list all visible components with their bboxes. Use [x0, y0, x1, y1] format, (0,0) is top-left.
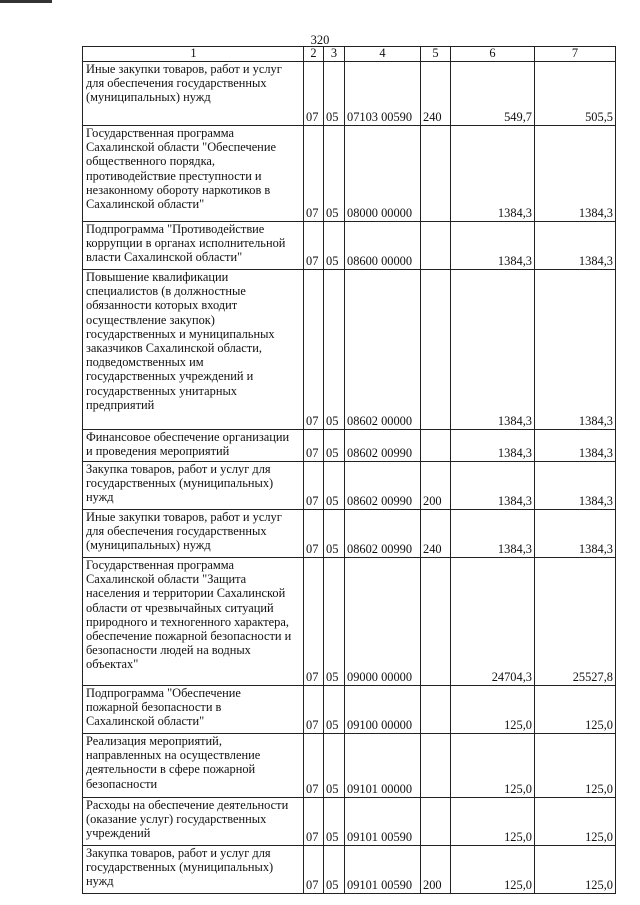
page-number: 320 — [310, 33, 330, 47]
table-row — [83, 222, 616, 270]
target-code-cell: 09101 00000 — [345, 734, 421, 798]
row-title-line: (муниципальных) нужд — [86, 538, 211, 553]
amount-col6-cell: 1384,3 — [451, 270, 535, 430]
code-cell: 07 — [304, 270, 324, 430]
header-cell-4: 4 — [345, 47, 421, 62]
amount-col7-cell: 125,0 — [535, 798, 616, 846]
row-title-cell — [83, 430, 304, 462]
subcode-cell: 05 — [324, 686, 345, 734]
amount-col6-cell: 1384,3 — [451, 462, 535, 510]
row-title-cell — [83, 462, 304, 510]
subcode-cell: 05 — [324, 558, 345, 686]
subcode-cell: 05 — [324, 510, 345, 558]
row-title-cell — [83, 846, 304, 894]
subcode-cell: 05 — [324, 126, 345, 222]
code-cell: 07 — [304, 686, 324, 734]
target-code-cell: 08602 00990 — [345, 510, 421, 558]
amount-col7-cell: 25527,8 — [535, 558, 616, 686]
row-title-line: области от чрезвычайных ситуаций — [86, 600, 274, 615]
row-title-line: осуществление закупок) — [86, 312, 215, 327]
row-title-cell — [83, 734, 304, 798]
amount-col6-cell: 125,0 — [451, 734, 535, 798]
table-row — [83, 734, 616, 798]
target-code-cell: 08602 00990 — [345, 462, 421, 510]
amount-col6-cell: 549,7 — [451, 62, 535, 126]
target-code-cell: 08600 00000 — [345, 222, 421, 270]
row-title-line: государственных унитарных — [86, 383, 237, 398]
header-row — [83, 47, 616, 62]
subcode-cell: 05 — [324, 846, 345, 894]
subcode-cell: 05 — [324, 222, 345, 270]
expense-type-cell: 240 — [421, 510, 451, 558]
row-title-line: государственных и муниципальных — [86, 326, 275, 341]
row-title-line: Подпрограмма "Обеспечение — [86, 686, 241, 700]
row-title-line: Сахалинской области "Обеспечение — [86, 140, 276, 155]
amount-col7-cell: 125,0 — [535, 734, 616, 798]
code-cell: 07 — [304, 558, 324, 686]
expense-type-cell — [421, 222, 451, 270]
table-row — [83, 846, 616, 894]
top-edge-mark — [0, 0, 52, 3]
row-title-cell — [83, 798, 304, 846]
expense-type-cell — [421, 686, 451, 734]
table-row — [83, 270, 616, 430]
row-title-line: нужд — [86, 490, 114, 505]
target-code-cell: 09101 00590 — [345, 846, 421, 894]
row-title-line: (муниципальных) нужд — [86, 90, 211, 105]
header-cell-3: 3 — [324, 47, 345, 62]
amount-col7-cell: 125,0 — [535, 846, 616, 894]
subcode-cell: 05 — [324, 62, 345, 126]
row-title-line: Иные закупки товаров, работ и услуг — [86, 62, 282, 76]
row-title-cell — [83, 222, 304, 270]
row-title-line: деятельности в сфере пожарной — [86, 762, 256, 777]
subcode-cell: 05 — [324, 270, 345, 430]
header-cell-1: 1 — [83, 47, 304, 62]
row-title-line: Сахалинской области" — [86, 197, 205, 212]
table-row — [83, 126, 616, 222]
table-row — [83, 798, 616, 846]
row-title-line: безопасности — [86, 776, 158, 791]
row-title-line: Закупка товаров, работ и услуг для — [86, 846, 271, 860]
row-title-cell — [83, 270, 304, 430]
row-title-cell — [83, 686, 304, 734]
row-title-line: обеспечение пожарной безопасности и — [86, 629, 292, 644]
table-row — [83, 686, 616, 734]
target-code-cell: 08602 00990 — [345, 430, 421, 462]
code-cell: 07 — [304, 734, 324, 798]
row-title-line: общественного порядка, — [86, 154, 216, 169]
row-title-line: (оказание услуг) государственных — [86, 812, 267, 827]
amount-col6-cell: 125,0 — [451, 846, 535, 894]
amount-col7-cell: 1384,3 — [535, 270, 616, 430]
target-code-cell: 09000 00000 — [345, 558, 421, 686]
row-title-line: Государственная программа — [86, 558, 234, 572]
subcode-cell: 05 — [324, 734, 345, 798]
expense-type-cell — [421, 734, 451, 798]
target-code-cell: 08602 00000 — [345, 270, 421, 430]
row-title-line: Сахалинской области "Защита — [86, 572, 247, 587]
amount-col7-cell: 1384,3 — [535, 510, 616, 558]
row-title-line: Повышение квалификации — [86, 270, 229, 284]
row-title-line: специалистов (в должностные — [86, 284, 246, 299]
row-title-line: заказчиков Сахалинской области, — [86, 341, 262, 356]
header-cell-6: 6 — [451, 47, 535, 62]
row-title-line: безопасности людей на водных — [86, 643, 251, 658]
row-title-cell — [83, 62, 304, 126]
amount-col6-cell: 24704,3 — [451, 558, 535, 686]
table-row — [83, 510, 616, 558]
row-title-line: Иные закупки товаров, работ и услуг — [86, 510, 282, 524]
code-cell: 07 — [304, 222, 324, 270]
subcode-cell: 05 — [324, 462, 345, 510]
budget-table — [82, 46, 616, 894]
amount-col6-cell: 125,0 — [451, 798, 535, 846]
subcode-cell: 05 — [324, 798, 345, 846]
row-title-line: объектах" — [86, 657, 139, 672]
row-title-line: Финансовое обеспечение организации — [86, 430, 290, 444]
expense-type-cell — [421, 558, 451, 686]
expense-type-cell — [421, 126, 451, 222]
row-title-line: государственных учреждений и — [86, 369, 254, 384]
header-cell-5: 5 — [421, 47, 451, 62]
row-title-line: для обеспечения государственных — [86, 524, 267, 539]
target-code-cell: 07103 00590 — [345, 62, 421, 126]
row-title-line: Расходы на обеспечение деятельности — [86, 798, 289, 812]
row-title-line: для обеспечения государственных — [86, 76, 267, 91]
row-title-line: предприятий — [86, 397, 155, 412]
row-title-line: учреждений — [86, 826, 151, 841]
row-title-line: государственных (муниципальных) — [86, 476, 274, 491]
amount-col7-cell: 1384,3 — [535, 430, 616, 462]
row-title-line: подведомственных им — [86, 355, 204, 370]
row-title-line: коррупции в органах исполнительной — [86, 236, 286, 251]
table-row — [83, 430, 616, 462]
expense-type-cell: 240 — [421, 62, 451, 126]
code-cell: 07 — [304, 430, 324, 462]
target-code-cell: 09101 00590 — [345, 798, 421, 846]
row-title-line: пожарной безопасности в — [86, 700, 222, 715]
amount-col6-cell: 125,0 — [451, 686, 535, 734]
row-title-line: незаконному обороту наркотиков в — [86, 182, 271, 197]
code-cell: 07 — [304, 62, 324, 126]
expense-type-cell: 200 — [421, 462, 451, 510]
expense-type-cell: 200 — [421, 846, 451, 894]
row-title-line: обязанности которых входит — [86, 298, 238, 313]
amount-col7-cell: 1384,3 — [535, 126, 616, 222]
amount-col7-cell: 1384,3 — [535, 222, 616, 270]
row-title-line: направленных на осуществление — [86, 748, 261, 763]
row-title-line: населения и территории Сахалинской — [86, 586, 286, 601]
code-cell: 07 — [304, 126, 324, 222]
row-title-cell — [83, 558, 304, 686]
target-code-cell: 09100 00000 — [345, 686, 421, 734]
table-row — [83, 558, 616, 686]
target-code-cell: 08000 00000 — [345, 126, 421, 222]
code-cell: 07 — [304, 798, 324, 846]
row-title-line: и проведения мероприятий — [86, 444, 230, 459]
amount-col7-cell: 1384,3 — [535, 462, 616, 510]
row-title-line: нужд — [86, 874, 114, 889]
code-cell: 07 — [304, 846, 324, 894]
code-cell: 07 — [304, 462, 324, 510]
row-title-line: Сахалинской области" — [86, 714, 205, 729]
table-row — [83, 62, 616, 126]
code-cell: 07 — [304, 510, 324, 558]
header-cell-2: 2 — [304, 47, 324, 62]
row-title-line: государственных (муниципальных) — [86, 860, 274, 875]
expense-type-cell — [421, 270, 451, 430]
expense-type-cell — [421, 798, 451, 846]
amount-col7-cell: 125,0 — [535, 686, 616, 734]
header-cell-7: 7 — [535, 47, 616, 62]
subcode-cell: 05 — [324, 430, 345, 462]
amount-col7-cell: 505,5 — [535, 62, 616, 126]
amount-col6-cell: 1384,3 — [451, 510, 535, 558]
row-title-line: природного и техногенного характера, — [86, 614, 289, 629]
row-title-line: Закупка товаров, работ и услуг для — [86, 462, 271, 476]
table-row — [83, 462, 616, 510]
row-title-line: Государственная программа — [86, 126, 234, 140]
row-title-cell — [83, 126, 304, 222]
row-title-cell — [83, 510, 304, 558]
amount-col6-cell: 1384,3 — [451, 126, 535, 222]
row-title-line: Подпрограмма "Противодействие — [86, 222, 265, 236]
row-title-line: власти Сахалинской области" — [86, 250, 243, 265]
row-title-line: противодействие преступности и — [86, 168, 262, 183]
amount-col6-cell: 1384,3 — [451, 430, 535, 462]
row-title-line: Реализация мероприятий, — [86, 734, 222, 748]
expense-type-cell — [421, 430, 451, 462]
amount-col6-cell: 1384,3 — [451, 222, 535, 270]
